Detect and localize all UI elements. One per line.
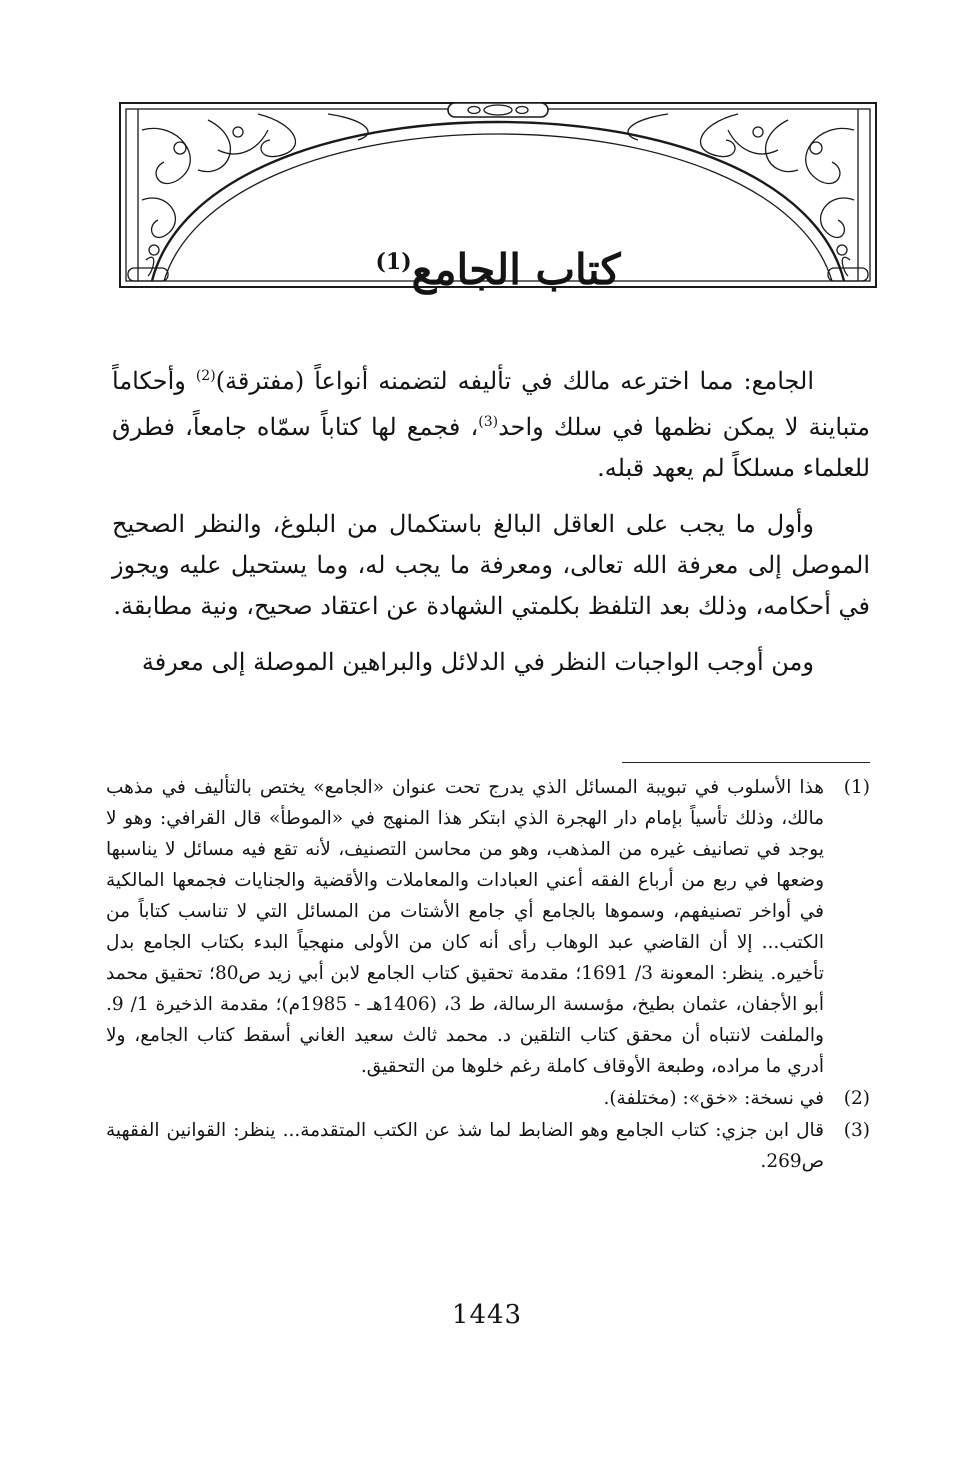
paragraph-text: وأول ما يجب على العاقل البالغ باستكمال من البلوغ، والنظر الصحيح الموصل إلى معرفة الله تعالى، ومعرفة ما يجب له، وما يستحيل عليه ويجوز في أحكامه، وذلك بعد التلفظ بكلمتي الشهادة عن اعتقاد صحيح، ونية مطابقة. <box>112 510 870 620</box>
page-number: 1443 <box>451 1300 523 1330</box>
paragraph-text: ومن أوجب الواجبات النظر في الدلائل والبراهين الموصلة إلى معرفة <box>141 648 814 676</box>
body-text <box>112 356 870 698</box>
paragraph-text: الجامع: مما اخترعه مالك في تأليفه لتضمنه أنواعاً (مفترقة) <box>215 367 814 395</box>
body-paragraph <box>112 642 870 683</box>
footnote <box>106 1115 870 1177</box>
paragraph-text: ، فجمع لها كتاباً سمّاه جامعاً، فطرق للعلماء مسلكاً لم يعهد قبله. <box>112 413 870 482</box>
footnote-number: (1) <box>843 777 870 798</box>
footnote-text: هذا الأسلوب في تبويبة المسائل الذي يدرج تحت عنوان «الجامع» يختص بالتأليف في مذهب مالك، وذلك تأسياً بإمام دار الهجرة الذي ابتكر هذا المنهج في «الموطأ» قال القرافي: وهو لا يوجد في تصانيف غيره من المذهب، وهو من محاسن التصنيف، لأنه تقع فيه مسائل لا يناسبها وضعها في ربع من أرباع الفقه أعني العبادات والمعاملات والأقضية والجنايات فجمعها المالكية في أواخر تصنيفهم، وسموها بالجامع أي جامع الأشتات من المسائل التي لا تناسب كتاباً من الكتب... إلا أن القاضي عبد الوهاب رأى أنه كان من الأولى منهجياً البدء بكتاب الجامع بدل تأخيره. ينظر: المعونة 3/ 1691؛ مقدمة تحقيق كتاب الجامع لابن أبي زيد ص80؛ تحقيق محمد أبو الأجفان، عثمان بطيخ، مؤسسة الرسالة، ط 3، (1406هـ - 1985م)؛ مقدمة الذخيرة 1/ 9. والملفت لانتباه أن محقق كتاب التلقين د. محمد ثالث سعيد الغاني أسقط كتاب الجامع، ولا أدري ما مراده، وطبعة الأوقاف كاملة رغم خلوها من التحقيق. <box>106 777 824 1077</box>
footnote-text: قال ابن جزي: كتاب الجامع وهو الضابط لما شذ عن الكتب المتقدمة... ينظر: القوانين الفقهية ص269. <box>106 1120 824 1172</box>
footnote-number: (2) <box>843 1088 870 1109</box>
footnote-ref: (2) <box>195 368 216 384</box>
footnote <box>106 772 870 1082</box>
paragraph-text: وأحكاماً متباينة لا يمكن نظمها في سلك واحد <box>112 367 871 441</box>
footnote-text: في نسخة: «خق»: (مختلفة). <box>603 1088 824 1109</box>
chapter-title-footnote-ref: (1) <box>375 249 412 275</box>
chapter-title <box>118 232 878 300</box>
footnote <box>106 1083 870 1114</box>
footnote-ref: (3) <box>478 414 499 430</box>
footnotes <box>106 772 870 1178</box>
footnote-number: (3) <box>843 1120 870 1141</box>
chapter-title-text: كتاب الجامع <box>411 245 621 294</box>
body-paragraph <box>112 356 870 489</box>
body-paragraph <box>112 504 870 627</box>
footnote-separator <box>622 762 870 763</box>
